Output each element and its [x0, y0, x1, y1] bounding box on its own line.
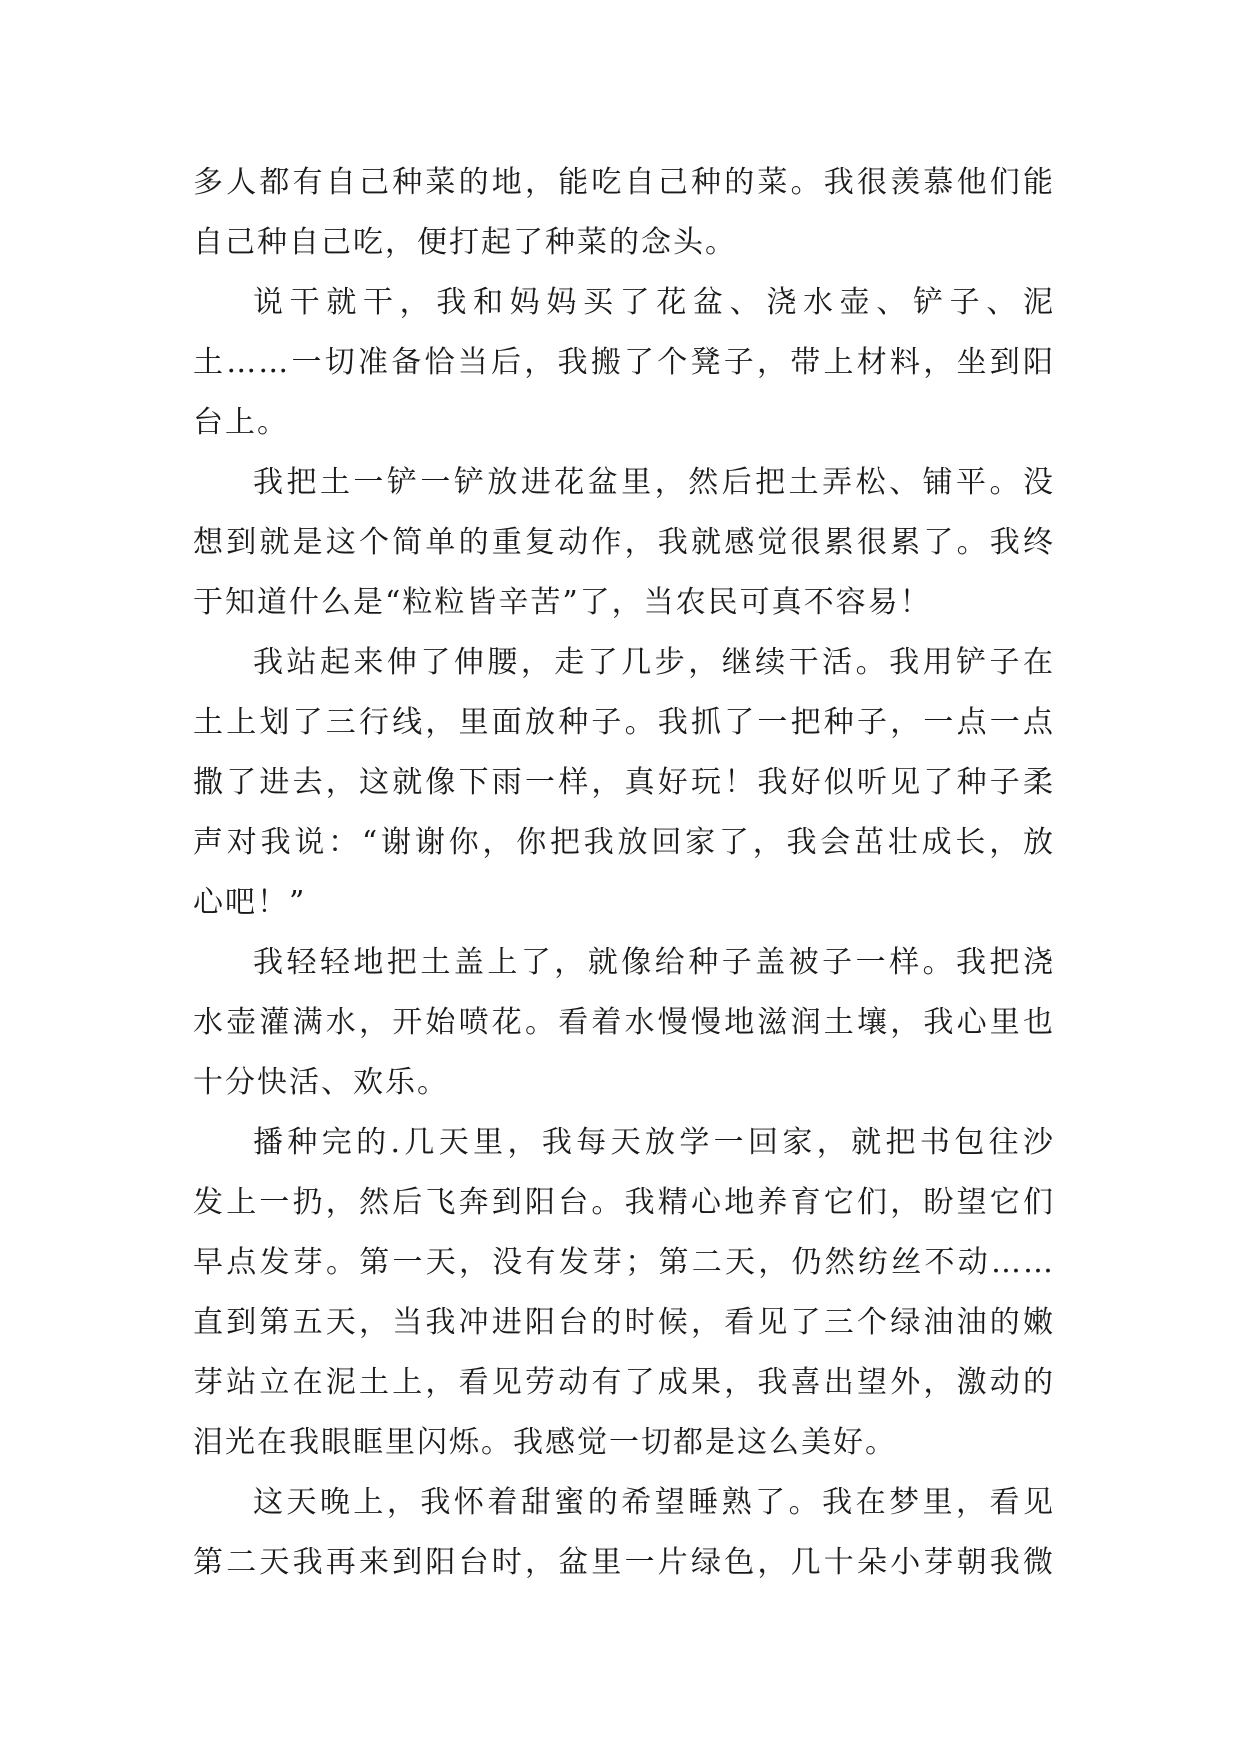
text-line: 发上一扔，然后飞奔到阳台。我精心地养育它们，盼望它们 — [193, 1185, 1055, 1220]
text-line: 多人都有自己种菜的地，能吃自己种的菜。我很羡慕他们能 — [193, 165, 1055, 200]
text-line: 想到就是这个简单的重复动作，我就感觉很累很累了。我终 — [193, 525, 1055, 560]
text-line: 十分快活、欢乐。 — [193, 1065, 449, 1100]
text-line: 说干就干，我和妈妈买了花盆、浇水壶、铲子、泥 — [253, 285, 1055, 320]
text-line: 于知道什么是“粒粒皆辛苦”了，当农民可真不容易！ — [193, 585, 932, 620]
text-line: 第二天我再来到阳台时，盆里一片绿色，几十朵小芽朝我微 — [193, 1545, 1055, 1580]
text-line: 水壶灌满水，开始喷花。看着水慢慢地滋润土壤，我心里也 — [193, 1005, 1055, 1040]
text-line: 播种完的.几天里，我每天放学一回家，就把书包往沙 — [253, 1125, 1055, 1160]
text-line: 心吧！” — [193, 885, 307, 920]
text-line: 早点发芽。第一天，没有发芽；第二天，仍然纺丝不动…… — [193, 1245, 1055, 1280]
text-line: 声对我说：“谢谢你，你把我放回家了，我会茁壮成长，放 — [193, 825, 1055, 860]
text-line: 我站起来伸了伸腰，走了几步，继续干活。我用铲子在 — [253, 645, 1055, 680]
text-line: 土……一切准备恰当后，我搬了个凳子，带上材料，坐到阳 — [193, 345, 1055, 380]
text-line: 撒了进去，这就像下雨一样，真好玩！我好似听见了种子柔 — [193, 765, 1055, 800]
text-line: 泪光在我眼眶里闪烁。我感觉一切都是这么美好。 — [193, 1425, 897, 1460]
text-line: 土上划了三行线，里面放种子。我抓了一把种子，一点一点 — [193, 705, 1055, 740]
text-line: 这天晚上，我怀着甜蜜的希望睡熟了。我在梦里，看见 — [253, 1485, 1055, 1520]
text-line: 直到第五天，当我冲进阳台的时候，看见了三个绿油油的嫩 — [193, 1305, 1055, 1340]
text-line: 我轻轻地把土盖上了，就像给种子盖被子一样。我把浇 — [253, 945, 1055, 980]
text-line: 我把土一铲一铲放进花盆里，然后把土弄松、铺平。没 — [253, 465, 1055, 500]
document-body — [193, 153, 1055, 1593]
text-line: 台上。 — [193, 405, 289, 440]
text-line: 芽站立在泥土上，看见劳动有了成果，我喜出望外，激动的 — [193, 1365, 1055, 1400]
text-line: 自己种自己吃，便打起了种菜的念头。 — [193, 225, 737, 260]
